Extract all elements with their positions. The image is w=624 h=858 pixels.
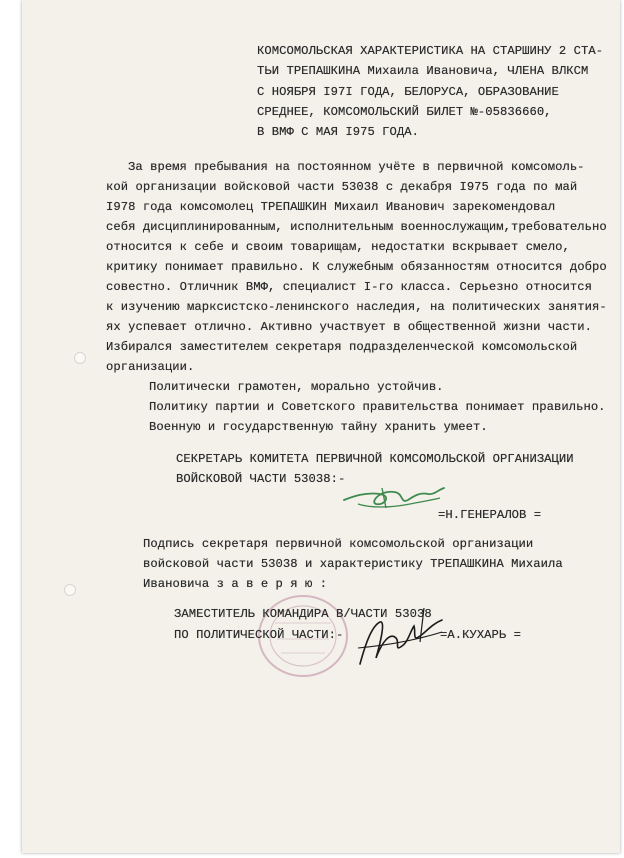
summary-line: Политику партии и Советского правительства понимает правильно. [149,400,606,414]
scan-margin [0,0,22,858]
deputy-title: ЗАМЕСТИТЕЛЬ КОМАНДИРА В/ЧАСТИ 53038 [174,607,432,621]
certification-line: Подпись секретаря первичной комсомольской организации [143,537,534,551]
deputy-subtitle: ПО ПОЛИТИЧЕСКОЙ ЧАСТИ:- [174,628,344,642]
body-line: критику понимает правильно. К служебным обязанностям относится добро [106,260,607,274]
header-line: КОМСОМОЛЬСКАЯ ХАРАКТЕРИСТИКА НА СТАРШИНУ 2 СТА- [257,44,604,58]
summary-line: Политически грамотен, морально устойчив. [149,380,444,394]
certification-line: войсковой части 53038 и характеристику ТРЕПАШКИНА Михаила [143,557,563,571]
body-line: кой организации войсковой части 53038 с декабря I975 года по май [106,180,578,194]
body-line: относится к себе и своим товарищам, недостатки вскрывает смело, [106,240,570,254]
secretary-unit: ВОЙСКОВОЙ ЧАСТИ 53038:- [176,472,346,486]
body-line: к изучению марксистско-ленинского наследия, на политических занятия- [106,300,607,314]
certification-line: Ивановича з а в е р я ю : [143,577,328,591]
punch-hole [74,352,86,364]
body-line: Избирался заместителем секретаря подразделенческой комсомольской [106,340,578,354]
body-line: За время пребывания на постоянном учёте в первичной комсомоль- [128,160,585,174]
header-line: СРЕДНЕЕ, КОМСОМОЛЬСКИЙ БИЛЕТ №-05836660, [257,105,552,119]
punch-hole [64,584,76,596]
body-line: I978 года комсомолец ТРЕПАШКИН Михаил Иванович зарекомендовал [106,200,556,214]
body-line: совестно. Отличник ВМФ, специалист I-го класса. Серьезно относится [106,280,593,294]
secretary-title: СЕКРЕТАРЬ КОМИТЕТА ПЕРВИЧНОЙ КОМСОМОЛЬСКОЙ ОРГАНИЗАЦИИ [176,452,574,466]
body-line: организации. [106,360,195,374]
header-line: С НОЯБРЯ I97I ГОДА, БЕЛОРУСА, ОБРАЗОВАНИЕ [257,85,559,99]
deputy-signature-icon [350,602,450,674]
header-line: В ВМФ С МАЯ I975 ГОДА. [257,125,420,139]
secretary-name: =Н.ГЕНЕРАЛОВ = [438,508,542,522]
header-line: ТЬИ ТРЕПАШКИНА Михаила Ивановича, ЧЛЕНА ВЛКСМ [257,64,589,78]
summary-line: Военную и государственную тайну хранить умеет. [149,420,488,434]
deputy-name: =А.КУХАРЬ = [440,628,522,642]
body-line: себя дисциплинированным, исполнительным военнослужащим,требовательно [106,220,607,234]
secretary-signature-icon [340,478,450,518]
body-line: ях успевает отлично. Активно участвует в общественной жизни части. [106,320,593,334]
